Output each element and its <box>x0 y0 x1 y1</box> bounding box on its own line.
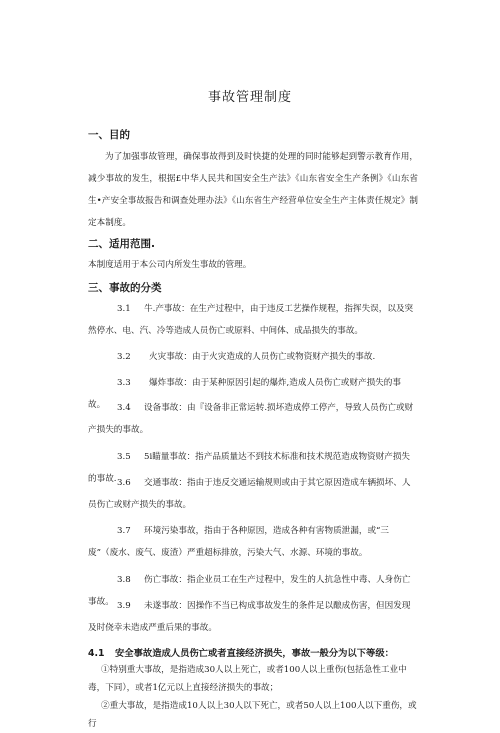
classification-item <box>88 298 418 342</box>
item-text: 伤亡事故：指企业员工在生产过程中，发生的人抗急性中毒、人身伤亡事故。 <box>88 575 411 607</box>
purpose-paragraph: 为了加强事故管理，确保事故得到及时快捷的处理的同时能够起到警示教育作用，减少事故的发生，根据£中华人民共和国安全生产法》《山东省安全生产条例》《山东省生•产安全事故报告和调查处理办法》《山东省生产经营单位安全生产主体责任规定》制定本制度。 <box>88 152 418 228</box>
section-heading-classification: 三、事故的分类 <box>88 282 162 294</box>
item-text: 环境污染事故，指由于各种原因，造成各种有害物质泄漏，或“三废”（废水、废气、废渣）严重超标排放，污染大气、水源、环境的事故。 <box>88 526 390 558</box>
item-text: 火灾事故：由于火灾造成的人员伤亡或物资财产损失的事故. <box>149 352 376 362</box>
item-number: 3.7 <box>117 526 131 536</box>
grading-number: 4.1 <box>88 648 105 659</box>
item-number: 3.2 <box>117 352 131 362</box>
item-text: 设备事故：由『设备非正常运转.损坏造成停工停产，导致人员伤亡或财产损失的事故。 <box>88 403 414 435</box>
classification-item <box>88 595 418 639</box>
item-number: 3.4 <box>117 403 131 413</box>
item-text: 5i瞄量事故：指产品质量达不到技术标准和技术规范造成物资财产损失的事故. <box>88 452 411 484</box>
classification-item <box>88 346 418 368</box>
classification-item <box>88 520 418 564</box>
grading-item: ②重大事故，是指造成10人以上30人以下死亡，或者50人以上100人以下重伤，或行 <box>88 701 417 729</box>
grading-text: 安全事故造成人员伤亡或者直接经济损失，事故一般分为以下等级： <box>115 648 394 659</box>
item-number: 3.8 <box>117 575 131 585</box>
classification-item <box>88 472 418 516</box>
item-number: 3.3 <box>117 378 131 388</box>
item-number: 3.9 <box>117 601 131 611</box>
section-heading-purpose: 一、目的 <box>88 129 130 141</box>
scope-paragraph: 本制度适用于本公司内所发生事故的管理。 <box>88 260 252 270</box>
classification-item <box>88 397 418 441</box>
item-text: 爆炸事故：由于某种原因引起的爆炸,造成人员伤亡或财产损失的事故。 <box>88 378 401 410</box>
item-number: 3.6 <box>117 478 131 488</box>
item-text: 未遂事故：因操作不当已构成事故发生的条件足以酿成伤害，但因发现及时侥幸未造成严重后果的事故。 <box>88 601 411 633</box>
page-title: 事故管理制度 <box>207 90 292 105</box>
item-number: 3.1 <box>117 304 131 314</box>
grading-item: ①特别重大事故，是指造成30人以上死亡，或者100人以上重伤(包括急性工业中毒，下同），或者1亿元以上直接经济损失的事故； <box>88 665 407 693</box>
section-heading-scope: 二、适用范围. <box>88 238 155 250</box>
item-number: 3.5 <box>117 452 131 462</box>
item-text: 交通事故：指由于违反交通运输规则或由于其它原因造成车辆损坏、人员伤亡或财产损失的事故。 <box>88 478 411 510</box>
item-text: 牛.产事故：在生产过程中，由于违反工艺操作规程，指挥失误，以及突然停水、电、汽、冷等造成人员伤亡或原料、中间体、成品损失的事故。 <box>88 304 414 336</box>
